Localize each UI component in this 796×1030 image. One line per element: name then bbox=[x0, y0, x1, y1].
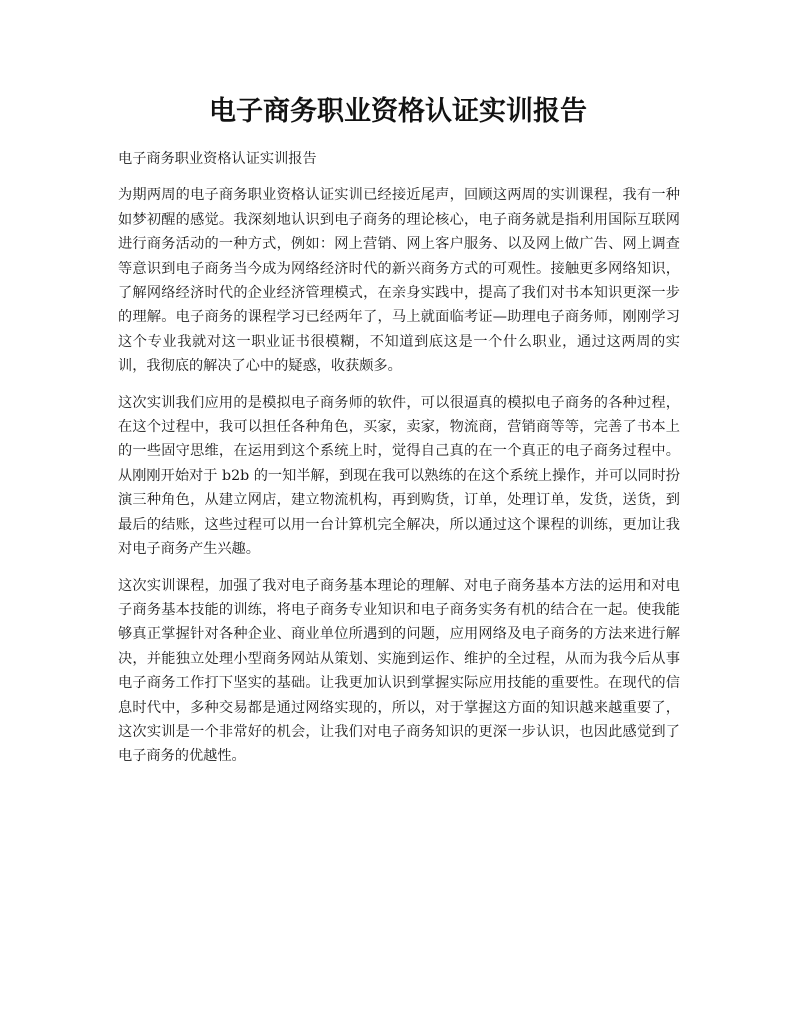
paragraph-1: 为期两周的电子商务职业资格认证实训已经接近尾声，回顾这两周的实训课程，我有一种如梦初醒的感觉。我深刻地认识到电子商务的理论核心，电子商务就是指利用国际互联网进行商务活动的一种方式，例如：网上营销、网上客户服务、以及网上做广告、网上调查等意识到电子商务当今成为网络经济时代的新兴商务方式的可观性。接触更多网络知识，了解网络经济时代的企业经济管理模式，在亲身实践中，提高了我们对书本知识更深一步的理解。电子商务的课程学习已经两年了，马上就面临考证—助理电子商务师，刚刚学习这个专业我就对这一职业证书很模糊，不知道到底这是一个什么职业，通过这两周的实训，我彻底的解决了心中的疑惑，收获颇多。 bbox=[118, 187, 680, 375]
document-subtitle: 电子商务职业资格认证实训报告 bbox=[118, 151, 317, 167]
paragraph-2: 这次实训我们应用的是模拟电子商务师的软件，可以很逼真的模拟电子商务的各种过程，在这个过程中，我可以担任各种角色，买家，卖家，物流商，营销商等等，完善了书本上的一些固守思维，在运用到这个系统上时，觉得自己真的在一个真正的电子商务过程中。从刚刚开始对于 b2b 的一知半解，到现在我可以熟练的在这个系统上操作，并可以同时扮演三种角色，从建立网店，建立物流机构，再到购货，订单，处理订单，发货，送货，到最后的结账，这些过程可以用一台计算机完全解决，所以通过这个课程的训练，更加让我对电子商务产生兴趣。 bbox=[118, 394, 680, 558]
paragraph-3: 这次实训课程，加强了我对电子商务基本理论的理解、对电子商务基本方法的运用和对电子商务基本技能的训练，将电子商务专业知识和电子商务实务有机的结合在一起。使我能够真正掌握针对各种企业、商业单位所遇到的问题，应用网络及电子商务的方法来进行解决，并能独立处理小型商务网站从策划、实施到运作、维护的全过程，从而为我今后从事电子商务工作打下坚实的基础。让我更加认识到掌握实际应用技能的重要性。在现代的信息时代中，多种交易都是通过网络实现的，所以，对于掌握这方面的知识越来越重要了，这次实训是一个非常好的机会，让我们对电子商务知识的更深一步认识，也因此感觉到了电子商务的优越性。 bbox=[118, 577, 680, 765]
document-body bbox=[118, 147, 680, 781]
document-title: 电子商务职业资格认证实训报告 bbox=[209, 96, 587, 127]
